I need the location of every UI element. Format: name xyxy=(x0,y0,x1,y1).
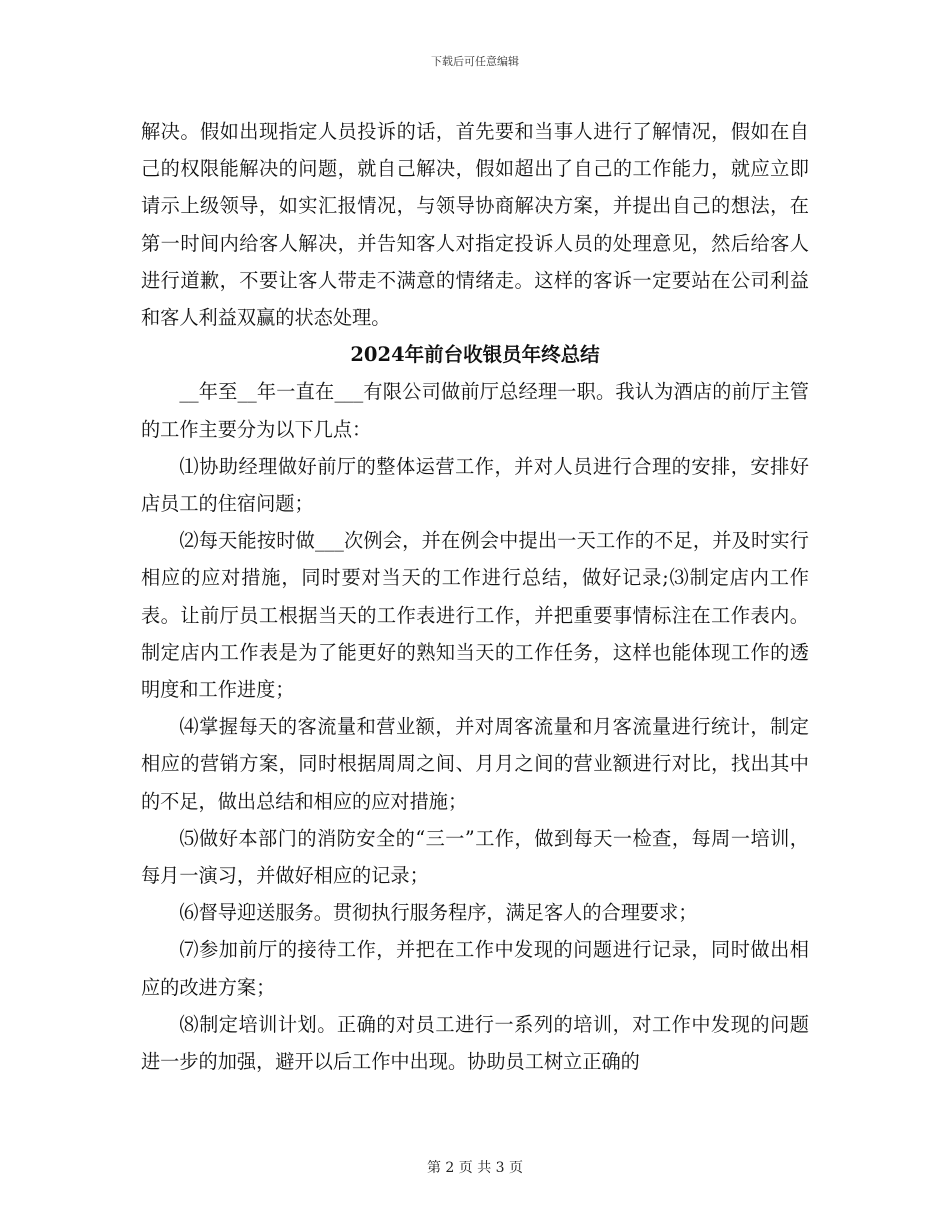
list-item: ⑸做好本部门的消防安全的“三一”工作，做到每天一检查，每周一培训，每月一演习，并做好相应的记录； xyxy=(141,826,809,888)
page-header-note: 下载后可任意编辑 xyxy=(431,55,519,68)
list-item: ⑻制定培训计划。正确的对员工进行一系列的培训，对工作中发现的问题进一步的加强，避开以后工作中出现。协助员工树立正确的 xyxy=(141,1012,809,1074)
list-item: ⑷掌握每天的客流量和营业额，并对周客流量和月客流量进行统计，制定相应的营销方案，同时根据周周之间、月月之间的营业额进行对比，找出其中的不足，做出总结和相应的应对措施； xyxy=(141,715,809,813)
list-item: ⑵每天能按时做___次例会，并在例会中提出一天工作的不足，并及时实行相应的应对措施，同时要对当天的工作进行总结，做好记录;⑶制定店内工作表。让前厅员工根据当天的工作表进行工作，并把重要事情标注在工作表内。制定店内工作表是为了能更好的熟知当天的工作任务，这样也能体现工作的透明度和工作进度； xyxy=(141,529,809,702)
document-body xyxy=(141,113,809,1080)
list-item: ⑴协助经理做好前厅的整体运营工作，并对人员进行合理的安排，安排好店员工的住宿问题； xyxy=(141,454,809,516)
list-item: ⑹督导迎送服务。贯彻执行服务程序，满足客人的合理要求； xyxy=(179,901,698,925)
page-number-footer: 第 2 页 共 3 页 xyxy=(426,1160,524,1176)
continuation-paragraph: 解决。假如出现指定人员投诉的话，首先要和当事人进行了解情况，假如在自己的权限能解决的问题，就自己解决，假如超出了自己的工作能力，就应立即请示上级领导，如实汇报情况，与领导协商解决方案，并提出自己的想法，在第一时间内给客人解决，并告知客人对指定投诉人员的处理意见，然后给客人进行道歉，不要让客人带走不满意的情绪走。这样的客诉一定要站在公司利益和客人利益双赢的状态处理。 xyxy=(141,120,809,330)
document-title: 2024年前台收银员年终总结 xyxy=(350,343,600,367)
intro-paragraph: __年至__年一直在___有限公司做前厅总经理一职。我认为酒店的前厅主管的工作主要分为以下几点： xyxy=(141,380,809,441)
list-item: ⑺参加前厅的接待工作，并把在工作中发现的问题进行记录，同时做出相应的改进方案； xyxy=(141,938,809,999)
